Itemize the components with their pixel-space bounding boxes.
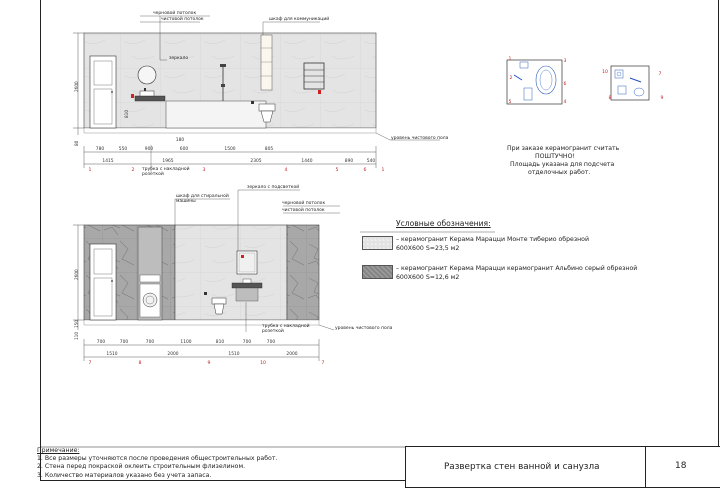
legend-swatch-dark xyxy=(362,265,393,279)
e2-side-val-0: 110 xyxy=(74,332,79,340)
e2-dim-r2-3: 2000 xyxy=(286,352,298,357)
stamp-sheet-number: 18 xyxy=(675,461,687,471)
notes-line-3: 3. Количество материалов указано без учета запаса. xyxy=(37,472,212,479)
plan-key-9: 9 xyxy=(660,96,664,101)
e1-axis-5: 6 xyxy=(363,168,367,173)
e2-ceiling-label: черновой потолок xyxy=(282,201,326,206)
e2-dim-r1-4: 810 xyxy=(215,340,225,345)
legend-item-2-line-2: 600Х600 S=12,6 м2 xyxy=(396,274,460,281)
e1-dim-r2-0: 1415 xyxy=(102,159,114,164)
e2-mirror-label: зеркало с подсветкой xyxy=(247,185,300,190)
e1-side-val-0: 80 xyxy=(74,140,79,146)
e1-axis-0: 1 xyxy=(88,168,92,173)
plan-wc xyxy=(608,66,649,101)
plan-bath xyxy=(507,60,562,104)
e1-cabinet-label: шкаф для коммуникаций xyxy=(269,17,330,22)
e2-axis-4: 7 xyxy=(321,361,325,366)
e2-side-val-1: 150 xyxy=(74,320,79,328)
e1-dim-r2-3: 1440 xyxy=(301,159,313,164)
e1-axis-1: 2 xyxy=(131,168,135,173)
e2-dim-r1-6: 700 xyxy=(266,340,276,345)
order-note-line-2: ПОШТУЧНО! xyxy=(535,153,575,160)
e2-dim-r1-3: 1100 xyxy=(180,340,192,345)
e1-dim-r1-0: 780 xyxy=(95,147,105,152)
e1-ceiling-label: черновой потолок xyxy=(153,11,197,16)
e2-dim-r1-0: 700 xyxy=(96,340,106,345)
e2-axis-2: 9 xyxy=(207,361,211,366)
e2-finish-ceiling-label: чистовой потолок xyxy=(282,208,325,213)
e2-pipe-label: трубка с накладной розеткой xyxy=(262,324,310,334)
plan-key-7: 7 xyxy=(658,72,662,77)
e1-floor-label: уровень чистового пола xyxy=(391,136,449,141)
order-note-line-1: При заказе керамогранит считать xyxy=(507,145,620,152)
plan-key-1: 1 xyxy=(508,57,512,62)
e2-dim-r1-1: 700 xyxy=(119,340,129,345)
e1-axis-3: 4 xyxy=(284,168,288,173)
legend-item-2-line-1: – керамогранит Керама Марацци керамогранит Альбино серый обрезной xyxy=(396,265,638,272)
plan-key-3: 3 xyxy=(563,59,567,64)
order-note-line-3: Площадь указана для подсчета xyxy=(510,161,615,168)
e1-side-val-1: 810 xyxy=(124,110,129,118)
e2-washer-cabinet-label: шкаф для стиральной машины xyxy=(176,194,229,204)
legend-item-1-line-1: – керамогранит Керама Марацци Монте тиберио обрезной xyxy=(396,236,589,243)
e2-floor-label: уровень чистового пола xyxy=(335,326,393,331)
e1-dim-r1-5: 805 xyxy=(264,147,274,152)
e1-dim-r1-1: 550 xyxy=(118,147,128,152)
e2-axis-3: 10 xyxy=(260,361,266,366)
plan-key-2: 2 xyxy=(509,76,513,81)
legend-title: Условные обозначения: xyxy=(396,219,491,228)
e1-dim-r1-4: 1500 xyxy=(224,147,236,152)
e2-axis-1: 8 xyxy=(138,361,142,366)
elevation-1-wall xyxy=(84,16,440,172)
plan-key-6: 6 xyxy=(563,82,567,87)
e1-axis-2: 3 xyxy=(202,168,206,173)
legend-swatch-light xyxy=(362,236,393,250)
order-note-line-4: отделочных работ. xyxy=(528,169,591,176)
e1-finish-ceiling-label: чистовой потолок xyxy=(161,17,204,22)
e1-dim-r1-2: 900 xyxy=(144,147,154,152)
e1-dim-r1-3: 600 xyxy=(179,147,189,152)
e2-dim-r1-5: 700 xyxy=(242,340,252,345)
e1-axis-6: 1 xyxy=(381,168,385,173)
e1-pipe-label: трубка с накладной розеткой xyxy=(142,167,190,177)
notes-title: Примечание: xyxy=(37,447,80,454)
plan-key-10: 10 xyxy=(602,70,608,75)
e1-mirror-label: зеркало xyxy=(169,56,189,61)
notes-line-2: 2. Стена перед покраской оклеить строительным флизелином. xyxy=(37,463,246,470)
plan-key-8: 8 xyxy=(608,96,612,101)
stamp-title: Развертка стен ванной и санузла xyxy=(444,462,600,472)
e1-dim-r1-small: 180 xyxy=(175,138,185,143)
plan-key-5: 5 xyxy=(508,100,512,105)
e2-axis-0: 7 xyxy=(88,361,92,366)
e1-dim-r2-4: 890 xyxy=(344,159,354,164)
e2-dim-r2-1: 2000 xyxy=(167,352,179,357)
e1-dim-r2-5: 540 xyxy=(366,159,376,164)
e1-axis-4: 5 xyxy=(335,168,339,173)
plan-key-4: 4 xyxy=(563,100,567,105)
e1-dim-r2-1: 1965 xyxy=(162,159,174,164)
e2-dim-r2-2: 1510 xyxy=(228,352,240,357)
e2-height-value: 2600 xyxy=(74,269,79,280)
e1-dim-r2-2: 2305 xyxy=(250,159,262,164)
e2-dim-r2-0: 1510 xyxy=(106,352,118,357)
e2-dim-r1-2: 700 xyxy=(145,340,155,345)
legend-item-1-line-2: 600Х600 S=23,5 м2 xyxy=(396,245,460,252)
notes-line-1: 1. Все размеры уточняются после проведения общестроительных работ. xyxy=(37,455,278,462)
e1-height-value: 2600 xyxy=(74,81,79,92)
